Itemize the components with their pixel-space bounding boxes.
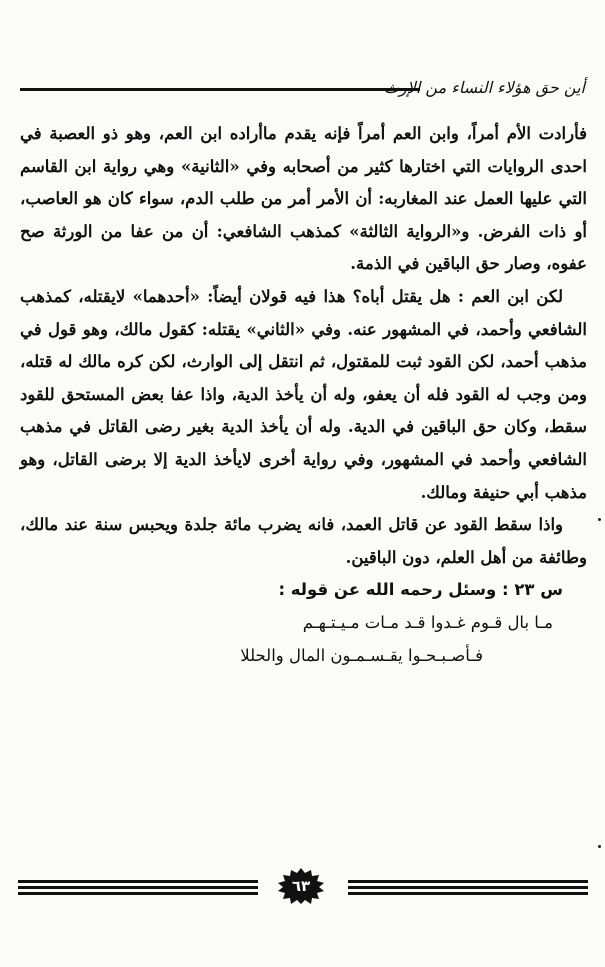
header-title: أين حق هؤلاء النساء من الإرث (383, 78, 585, 97)
header-rule (20, 88, 420, 91)
footer-rule (18, 880, 258, 883)
paragraph-2: لكن ابن العم : هل يقتل أباه؟ هذا فيه قولان أيضاً: «أحدهما» لايقتله، كمذهب الشافعي وأحمد، في المشهور عنه. وفي «الثاني» يقتله: كقول مالك، وهو قول في مذهب أحمد، لكن القود ثبت للمقتول، ثم انتقل إلى الوارث، لكن كره مالك له قتله، ومن وجب له القود فله أن يعفو، وله أن يأخذ الدية، واذا عفا بعض المستحق للقود سقط، وكان حق الباقين في الدية. وله أن يأخذ الدية بغير رضى القاتل في مذهب الشافعي وأحمد في المشهور، وفي رواية أخرى لايأخذ الدية إلا برضى القاتل، وهو مذهب أبي حنيفة ومالك. (20, 286, 587, 502)
footer-rule (18, 892, 258, 895)
page-footer (18, 868, 588, 904)
page-number: ٦٣ (291, 877, 311, 895)
verse-line-1: مـا بال قـوم غـدوا قـد مـات مـيـتـهـم (302, 612, 553, 632)
footer-rule (18, 886, 258, 889)
paragraph-3: واذا سقط القود عن قاتل العمد، فانه يضرب مائة جلدة ويحبس سنة عند مالك، وطائفة من أهل العلم، دون الباقين. (20, 515, 587, 567)
paragraph-1: فأرادت الأم أمراً، وابن العم أمراً فإنه يقدم ماأراده ابن العم، وهو ذو العصبة في احدى الروايات التي اختارها كثير من أصحابه وفي «الثانية» وهي رواية ابن القاسم التي عليها العمل عند المغاربه: أن الأمر أمر من طلب الدم، سواء كان هو العاصب، أو ذات الفرض. و«الرواية الثالثة» كمذهب الشافعي: أن من عفا من الورثة صح عفوه، وصار حق الباقين في الذمة. (20, 124, 587, 274)
footer-rule (348, 892, 588, 895)
page-number-badge (275, 868, 327, 904)
verse-line-2: فـأصـبـحـوا يقـسـمـون المال والحللا (240, 645, 483, 665)
scan-speck (598, 845, 601, 848)
page-body (20, 118, 587, 672)
question-heading: س ٢٣ : وسئل رحمه الله عن قوله : (278, 580, 563, 600)
running-header (20, 78, 585, 100)
scan-speck (598, 518, 601, 521)
footer-rule (348, 880, 588, 883)
footer-rule (348, 886, 588, 889)
